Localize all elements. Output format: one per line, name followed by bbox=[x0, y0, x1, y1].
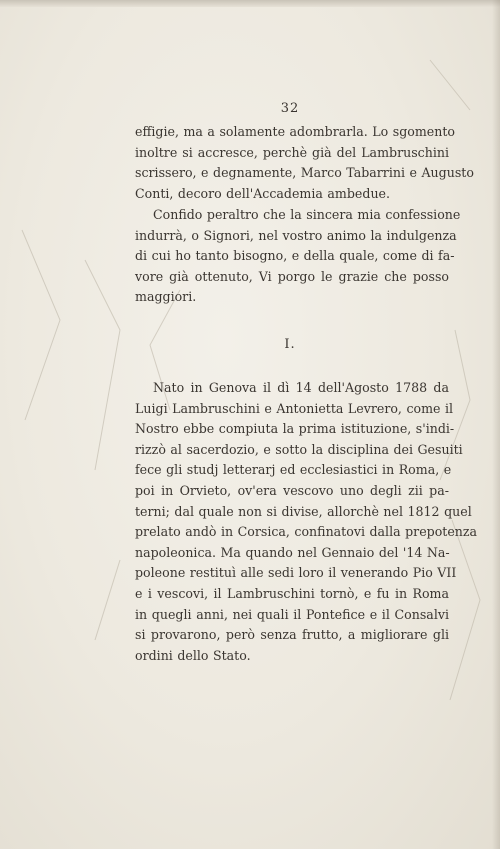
text-line: Nostro ebbe compiuta la prima istituzione, s'indi- bbox=[135, 421, 455, 437]
page-number: 32 bbox=[280, 101, 300, 116]
text-line: prelato andò in Corsica, confinatovi dalla prepotenza bbox=[135, 524, 478, 540]
text-line: scrissero, e degnamente, Marco Tabarrini e Augusto bbox=[135, 165, 474, 181]
text-line: poi in Orvieto, ov'era vescovo uno degli zii pa- bbox=[135, 482, 449, 498]
text-line: vore già ottenuto, Vi porgo le grazie che posso bbox=[135, 268, 449, 284]
text-line: si provarono, però senza frutto, a migliorare gli bbox=[135, 627, 449, 643]
text-line: indurrà, o Signori, nel vostro animo la indulgenza bbox=[135, 227, 457, 243]
text-line: Nato in Genova il dì 14 dell'Agosto 1788 da bbox=[153, 380, 449, 395]
text-line: di cui ho tanto bisogno, e della quale, come di fa- bbox=[135, 248, 455, 264]
paragraph-continuation bbox=[135, 122, 474, 204]
text-line: Confido peraltro che la sincera mia confessione bbox=[153, 207, 461, 222]
text-line: napoleonica. Ma quando nel Gennaio del '14 Na- bbox=[135, 544, 450, 560]
section-heading: I. bbox=[284, 337, 296, 352]
text-line: in quegli anni, nei quali il Pontefice e il Consalvi bbox=[135, 606, 449, 622]
page-right-edge bbox=[492, 0, 500, 849]
text-line: fece gli studj letterarj ed ecclesiastici in Roma, e bbox=[135, 462, 452, 478]
text-line: Luigi Lambruschini e Antonietta Levrero, come il bbox=[135, 400, 454, 416]
text-line: rizzò al sacerdozio, e sotto la disciplina dei Gesuiti bbox=[135, 441, 463, 457]
text-line: ordini dello Stato. bbox=[135, 647, 251, 663]
text-line: poleone restituì alle sedi loro il venerando Pio VII bbox=[135, 565, 457, 581]
text-line: effigie, ma a solamente adombrarla. Lo sgomento bbox=[135, 124, 455, 139]
paragraph-biography bbox=[135, 378, 478, 666]
text-line: terni; dal quale non si divise, allorchè nel 1812 quel bbox=[135, 503, 472, 519]
page-top-edge bbox=[0, 0, 500, 7]
text-line: Conti, decoro dell'Accademia ambedue. bbox=[135, 185, 391, 201]
paragraph-acknowledgement bbox=[135, 205, 461, 308]
text-line: inoltre si accresce, perchè già del Lambruschini bbox=[135, 144, 449, 160]
text-line: e i vescovi, il Lambruschini tornò, e fu in Roma bbox=[135, 585, 449, 601]
text-line: maggiori. bbox=[135, 289, 197, 305]
